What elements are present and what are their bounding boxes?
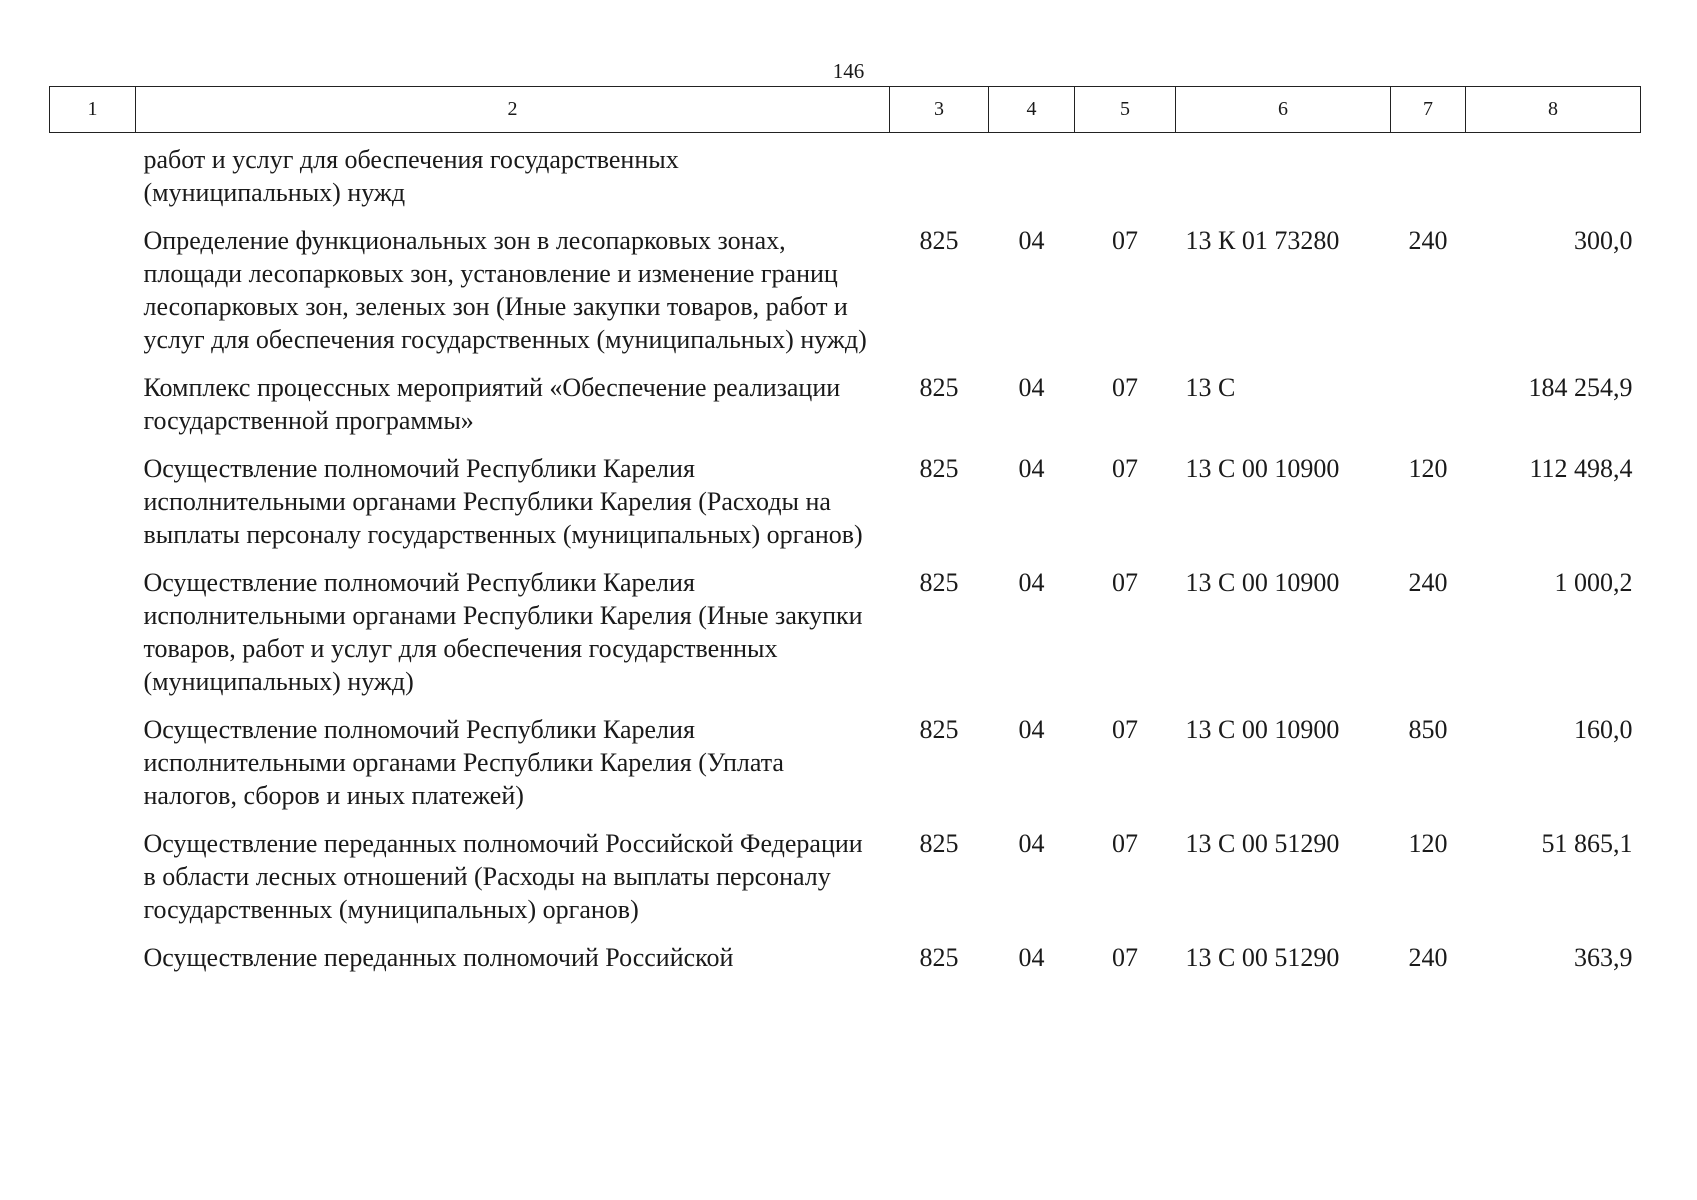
row-amount xyxy=(1466,133,1641,225)
row-name: Осуществление полномочий Республики Карелия исполнительными органами Республики Карелия (Уплата налогов, сборов и иных платежей) xyxy=(143,715,784,810)
row-name: Осуществление полномочий Республики Карелия исполнительными органами Республики Карелия (Расходы на выплаты персоналу государственных (муниципальных) органов) xyxy=(143,454,863,549)
row-code-subsection: 07 xyxy=(1112,373,1138,402)
row-expense-type: 120 xyxy=(1408,829,1448,858)
row-amount: 184 254,9 xyxy=(1528,373,1633,402)
row-code-subsection: 07 xyxy=(1112,568,1138,597)
row-expense-type: 850 xyxy=(1408,715,1448,744)
row-amount: 51 865,1 xyxy=(1541,829,1633,858)
row-name: Комплекс процессных мероприятий «Обеспечение реализации государственной программы» xyxy=(143,373,841,435)
header-col-5: 5 xyxy=(1075,87,1176,133)
row-code-ministry xyxy=(890,133,989,225)
header-col-8: 8 xyxy=(1466,87,1641,133)
table-body xyxy=(50,133,1641,990)
row-name: работ и услуг для обеспечения государственных (муниципальных) нужд xyxy=(143,145,679,207)
page-number xyxy=(0,58,1697,84)
row-target-article xyxy=(1176,133,1391,225)
row-code-subsection: 07 xyxy=(1112,226,1138,255)
header-col-4: 4 xyxy=(989,87,1075,133)
row-name: Определение функциональных зон в лесопарковых зонах, площади лесопарковых зон, установление и изменение границ лесопарковых зон, зеленых зон (Иные закупки товаров, работ и услуг для обеспечения государственных (муниципальных) нужд) xyxy=(143,226,867,354)
row-code-section: 04 xyxy=(1018,715,1045,744)
table-row xyxy=(50,371,1641,452)
row-code-section: 04 xyxy=(1018,454,1045,483)
row-expense-type: 120 xyxy=(1408,454,1448,483)
row-code-section: 04 xyxy=(1018,226,1045,255)
row-amount: 112 498,4 xyxy=(1529,454,1633,483)
row-amount: 1 000,2 xyxy=(1554,568,1633,597)
table-row xyxy=(50,133,1641,225)
row-code-ministry: 825 xyxy=(919,943,959,972)
row-code-ministry: 825 xyxy=(919,568,959,597)
row-code-subsection: 07 xyxy=(1112,715,1138,744)
table-header xyxy=(50,87,1641,133)
row-name: Осуществление полномочий Республики Карелия исполнительными органами Республики Карелия (Иные закупки товаров, работ и услуг для обеспечения государственных (муниципальных) нужд) xyxy=(143,568,863,696)
row-expense-type: 240 xyxy=(1408,568,1448,597)
row-expense-type xyxy=(1391,133,1466,225)
row-code-ministry: 825 xyxy=(919,373,959,402)
table-row xyxy=(50,566,1641,713)
table-row xyxy=(50,827,1641,941)
row-target-article: 13 С 00 51290 xyxy=(1185,943,1340,972)
row-code-ministry: 825 xyxy=(919,226,959,255)
row-amount: 160,0 xyxy=(1574,715,1633,744)
row-code-section: 04 xyxy=(1018,829,1045,858)
row-code-section: 04 xyxy=(1018,943,1045,972)
row-target-article: 13 С 00 10900 xyxy=(1185,454,1340,483)
row-target-article: 13 К 01 73280 xyxy=(1185,226,1340,255)
budget-table xyxy=(49,86,1641,989)
header-col-7: 7 xyxy=(1391,87,1466,133)
row-code-ministry: 825 xyxy=(919,715,959,744)
row-code-subsection: 07 xyxy=(1112,829,1138,858)
row-name: Осуществление переданных полномочий Российской xyxy=(143,943,734,972)
row-target-article: 13 С 00 10900 xyxy=(1185,568,1340,597)
table-row xyxy=(50,224,1641,371)
row-expense-type: 240 xyxy=(1408,943,1448,972)
row-target-article: 13 С 00 10900 xyxy=(1185,715,1340,744)
row-code-subsection xyxy=(1075,133,1176,225)
row-expense-type: 240 xyxy=(1408,226,1448,255)
row-code-subsection: 07 xyxy=(1112,454,1138,483)
header-col-2: 2 xyxy=(136,87,890,133)
row-code-subsection: 07 xyxy=(1112,943,1138,972)
row-code-section: 04 xyxy=(1018,373,1045,402)
row-target-article: 13 С xyxy=(1185,373,1236,402)
row-code-section: 04 xyxy=(1018,568,1045,597)
header-row xyxy=(50,87,1641,133)
table-row xyxy=(50,452,1641,566)
row-amount: 363,9 xyxy=(1574,943,1633,972)
row-amount: 300,0 xyxy=(1574,226,1633,255)
header-col-1: 1 xyxy=(50,87,136,133)
table-row xyxy=(50,713,1641,827)
row-code-ministry: 825 xyxy=(919,829,959,858)
row-name: Осуществление переданных полномочий Российской Федерации в области лесных отношений (Расходы на выплаты персоналу государственных (муниципальных) органов) xyxy=(143,829,863,924)
table-row xyxy=(50,941,1641,989)
header-col-6: 6 xyxy=(1176,87,1391,133)
row-expense-type xyxy=(1391,371,1466,452)
row-target-article: 13 С 00 51290 xyxy=(1185,829,1340,858)
row-code-ministry: 825 xyxy=(919,454,959,483)
page-number-text: 146 xyxy=(832,59,865,83)
header-col-3: 3 xyxy=(890,87,989,133)
row-code-section xyxy=(989,133,1075,225)
